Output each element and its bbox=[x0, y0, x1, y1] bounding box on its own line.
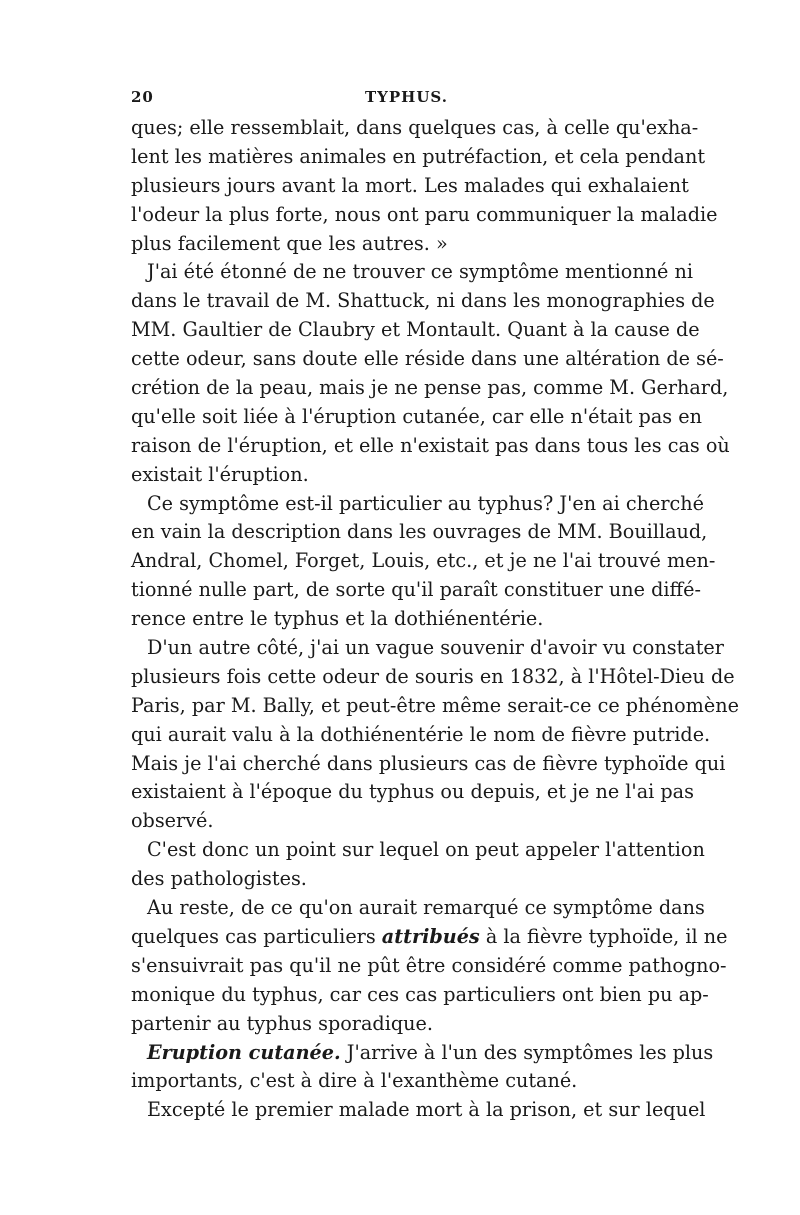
text-line: Au reste, de ce qu'on aurait remarqué ce symptôme dans bbox=[147, 896, 705, 920]
text-line: qui aurait valu à la dothiénentérie le nom de fièvre putride. bbox=[131, 722, 711, 746]
body-text bbox=[131, 114, 739, 1125]
text-line: existait l'éruption. bbox=[131, 462, 309, 486]
text-line: Ce symptôme est-il particulier au typhus? J'en ai cherché bbox=[147, 491, 704, 515]
text-line: Andral, Chomel, Forget, Louis, etc., et je ne l'ai trouvé men- bbox=[131, 549, 716, 573]
text-line: plus facilement que les autres. » bbox=[131, 231, 448, 255]
text-line: MM. Gaultier de Claubry et Montault. Quant à la cause de bbox=[131, 318, 700, 342]
text-line: s'ensuivrait pas qu'il ne pût être considéré comme pathogno- bbox=[131, 953, 727, 977]
text-line: qu'elle soit liée à l'éruption cutanée, car elle n'était pas en bbox=[131, 404, 702, 428]
page-header bbox=[131, 88, 672, 114]
text-line: raison de l'éruption, et elle n'existait pas dans tous les cas où bbox=[131, 433, 730, 457]
text-line: plusieurs fois cette odeur de souris en 1832, à l'Hôtel-Dieu de bbox=[131, 664, 735, 688]
text-line: partenir au typhus sporadique. bbox=[131, 1011, 433, 1035]
text-line: lent les matières animales en putréfaction, et cela pendant bbox=[131, 144, 706, 168]
text-line: Mais je l'ai cherché dans plusieurs cas de fièvre typhoïde qui bbox=[131, 751, 726, 775]
text-line: D'un autre côté, j'ai un vague souvenir d'avoir vu constater bbox=[147, 636, 724, 660]
text-line: l'odeur la plus forte, nous ont paru communiquer la maladie bbox=[131, 202, 718, 226]
text-line: ques; elle ressemblait, dans quelques cas, à celle qu'exha- bbox=[131, 116, 699, 139]
text-line: cette odeur, sans doute elle réside dans une altération de sé- bbox=[131, 347, 724, 371]
text-line: rence entre le typhus et la dothiénentérie. bbox=[131, 607, 544, 631]
text-line: observé. bbox=[131, 809, 214, 833]
page-number: 20 bbox=[131, 88, 154, 106]
text-line: existaient à l'époque du typhus ou depuis, et je ne l'ai pas bbox=[131, 780, 694, 804]
text-line: Excepté le premier malade mort à la prison, et sur lequel bbox=[147, 1098, 706, 1122]
book-page bbox=[131, 88, 739, 1125]
italic-text: attribués bbox=[381, 924, 480, 948]
text-line: C'est donc un point sur lequel on peut appeler l'attention bbox=[147, 838, 705, 862]
text-line: Eruption cutanée. J'arrive à l'un des symptômes les plus bbox=[147, 1040, 714, 1064]
text-line: Paris, par M. Bally, et peut-être même serait-ce ce phénomène bbox=[131, 693, 739, 717]
running-title: TYPHUS. bbox=[365, 88, 448, 106]
text-line: crétion de la peau, mais je ne pense pas, comme M. Gerhard, bbox=[131, 376, 729, 400]
text-line: J'ai été étonné de ne trouver ce symptôme mentionné ni bbox=[147, 260, 694, 284]
italic-text: Eruption cutanée. bbox=[147, 1040, 341, 1064]
text-line: plusieurs jours avant la mort. Les malades qui exhalaient bbox=[131, 173, 689, 197]
text-line: en vain la description dans les ouvrages de MM. Bouillaud, bbox=[131, 520, 708, 544]
text-line: tionné nulle part, de sorte qu'il paraît constituer une diffé- bbox=[131, 578, 701, 602]
text-line: importants, c'est à dire à l'exanthème cutané. bbox=[131, 1069, 578, 1093]
text-line: monique du typhus, car ces cas particuliers ont bien pu ap- bbox=[131, 982, 709, 1006]
text-line: des pathologistes. bbox=[131, 867, 307, 891]
text-line: quelques cas particuliers attribués à la fièvre typhoïde, il ne bbox=[131, 924, 728, 948]
text-line: dans le travail de M. Shattuck, ni dans les monographies de bbox=[131, 289, 715, 313]
